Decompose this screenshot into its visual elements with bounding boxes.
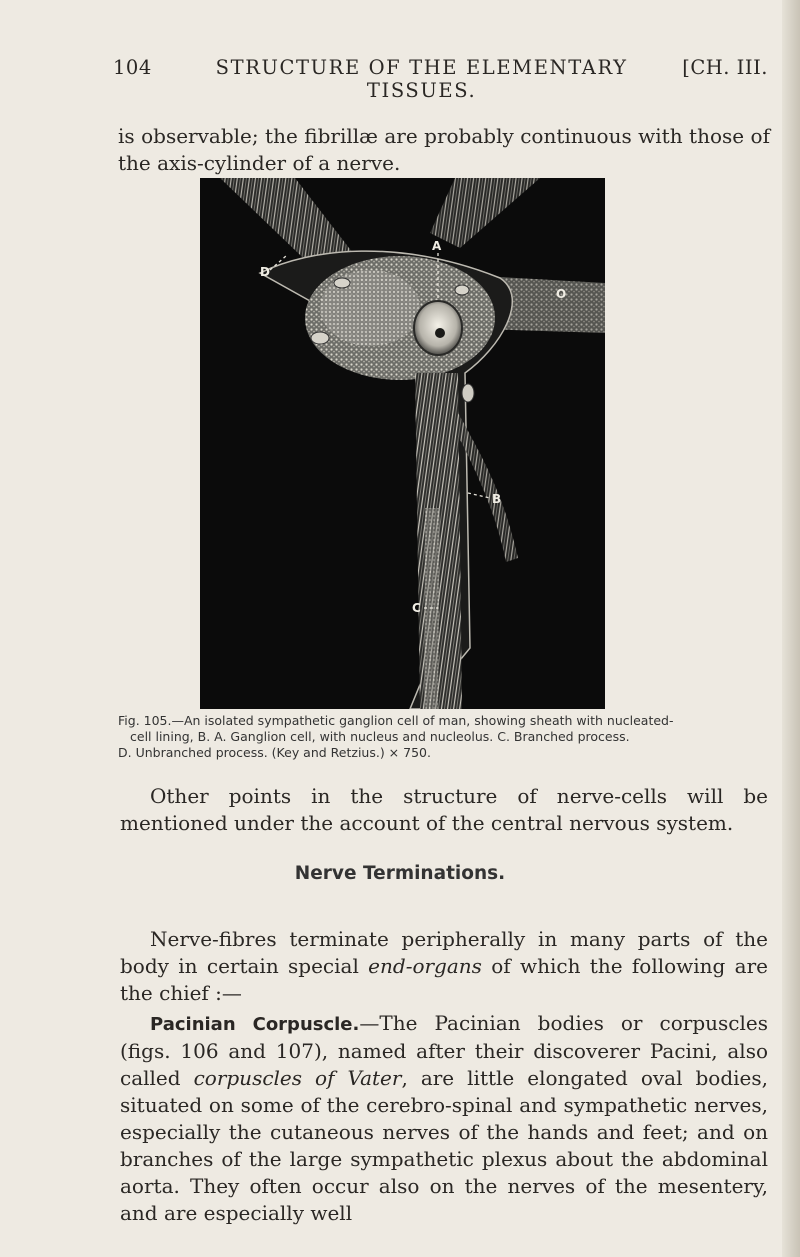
paragraph-3-after: of which the following are the chief :— bbox=[120, 954, 768, 1005]
paragraph-4-text-a: —The Pacinian bodies or corpuscles (figs. 106 and 107), named after their discoverer Pacini, also called bbox=[120, 1011, 768, 1090]
caption-line-3: D. Unbranched process. (Key and Retzius.) × 750. bbox=[118, 745, 431, 760]
label-b: B bbox=[492, 492, 502, 506]
figure-caption bbox=[118, 713, 768, 761]
running-title: STRUCTURE OF THE ELEMENTARY TISSUES. bbox=[215, 56, 628, 102]
running-header bbox=[113, 56, 768, 102]
intro-paragraph: is observable; the fibrillæ are probably continuous with those of the axis-cylinder of a nerve. bbox=[118, 124, 770, 175]
run-in-heading: Pacinian Corpuscle. bbox=[150, 1014, 360, 1035]
caption-line-2: cell lining, B. A. Ganglion cell, with nucleus and nucleolus. C. Branched process. bbox=[130, 729, 630, 744]
paragraph-3-em: end-organs bbox=[368, 954, 482, 978]
label-c: C bbox=[412, 601, 421, 615]
page-edge bbox=[782, 0, 800, 1257]
label-d: D bbox=[260, 265, 270, 279]
paragraph-3-before: Nerve-fibres terminate peripherally in many parts of the body in certain special bbox=[120, 927, 768, 978]
paragraph-3 bbox=[120, 926, 768, 1007]
paragraph-4 bbox=[120, 1010, 768, 1227]
label-o: O bbox=[556, 287, 567, 301]
label-a: A bbox=[432, 239, 442, 253]
paragraph-2: Other points in the structure of nerve-cells will be mentioned under the account of the central nervous system. bbox=[120, 784, 768, 835]
chapter-marker: [CH. III. bbox=[682, 56, 768, 79]
caption-line-1: Fig. 105.—An isolated sympathetic ganglion cell of man, showing sheath with nucleated- bbox=[118, 713, 674, 728]
page-number: 104 bbox=[113, 56, 152, 79]
paragraph-4-text-b: , are little elongated oval bodies, situated on some of the cerebro-spinal and sympathetic nerves, especially the cutaneous nerves of the hands and feet; and on branches of the large sympathetic plexus about the abdominal aorta. They often occur also on the nerves of the mesentery, and are especially well bbox=[120, 1066, 768, 1225]
ganglion-cell-illustration bbox=[200, 178, 605, 709]
paragraph-4-em: corpuscles of Vater bbox=[193, 1066, 402, 1090]
ganglion-cell-figure bbox=[200, 178, 605, 709]
section-heading: Nerve Terminations. bbox=[294, 863, 506, 884]
